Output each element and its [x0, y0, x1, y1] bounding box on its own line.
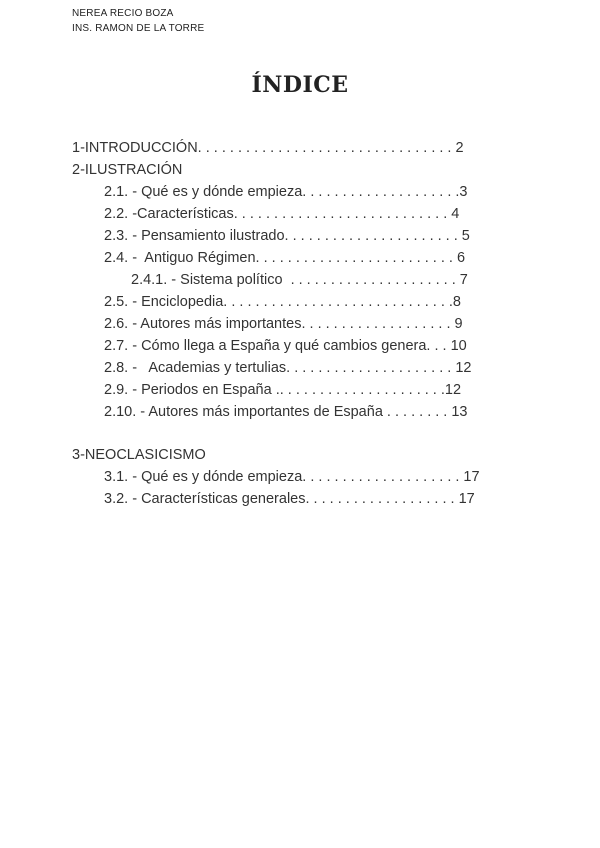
toc-entry-2-4-1: 2.4.1. - Sistema político . . . . . . . . . . . . . . . . . . . . . 7: [131, 272, 468, 288]
author-name: NEREA RECIO BOZA: [72, 8, 174, 19]
toc-entry-2-10: 2.10. - Autores más importantes de España . . . . . . . . 13: [104, 404, 468, 420]
toc-entry-2-1: 2.1. - Qué es y dónde empieza. . . . . . . . . . . . . . . . . . . .3: [104, 184, 468, 200]
toc-entry-introduccion: 1-INTRODUCCIÓN. . . . . . . . . . . . . . . . . . . . . . . . . . . . . . . . 2: [72, 140, 464, 156]
toc-entry-2-3: 2.3. - Pensamiento ilustrado. . . . . . . . . . . . . . . . . . . . . . 5: [104, 228, 470, 244]
toc-entry-2-9: 2.9. - Periodos en España .. . . . . . . . . . . . . . . . . . . . .12: [104, 382, 462, 398]
toc-entry-2-2: 2.2. -Características. . . . . . . . . . . . . . . . . . . . . . . . . . . 4: [104, 206, 460, 222]
school-name: INS. RAMON DE LA TORRE: [72, 23, 205, 34]
document-header: [72, 6, 204, 36]
toc-entry-2-7: 2.7. - Cómo llega a España y qué cambios genera. . . 10: [104, 338, 467, 354]
toc-entry-3-2: 3.2. - Características generales. . . . . . . . . . . . . . . . . . . 17: [104, 491, 475, 507]
toc-entry-ilustracion: 2-ILUSTRACIÓN: [72, 162, 183, 178]
toc-entry-neoclasicismo: 3-NEOCLASICISMO: [72, 447, 206, 463]
toc-entry-2-5: 2.5. - Enciclopedia. . . . . . . . . . . . . . . . . . . . . . . . . . . . .8: [104, 294, 461, 310]
toc-entry-2-8: 2.8. - Academias y tertulias. . . . . . . . . . . . . . . . . . . . . 12: [104, 360, 472, 376]
toc-entry-2-4: 2.4. - Antiguo Régimen. . . . . . . . . . . . . . . . . . . . . . . . . 6: [104, 250, 466, 266]
toc-entry-2-6: 2.6. - Autores más importantes. . . . . . . . . . . . . . . . . . . 9: [104, 316, 463, 332]
toc-entry-3-1: 3.1. - Qué es y dónde empieza. . . . . . . . . . . . . . . . . . . . 17: [104, 469, 480, 485]
page-title: ÍNDICE: [251, 72, 349, 98]
